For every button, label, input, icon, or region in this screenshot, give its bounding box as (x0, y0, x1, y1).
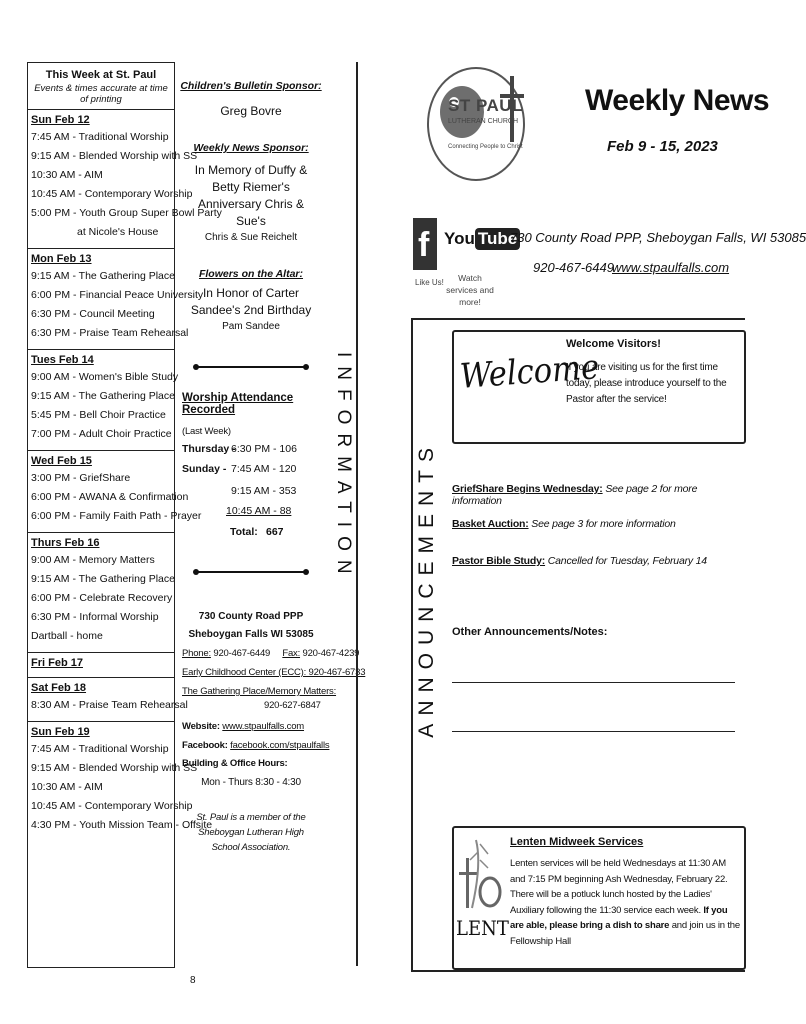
notes-line[interactable] (452, 682, 735, 683)
schedule-event: 7:00 PM - Adult Choir Practice (31, 428, 172, 440)
schedule-event: 9:15 AM - The Gathering Place (31, 270, 175, 282)
gathering-place-phone: 920-627-6847 (264, 700, 321, 711)
gathering-place-label: The Gathering Place/Memory Matters: (182, 686, 337, 697)
schedule-event: 9:15 AM - The Gathering Place (31, 573, 175, 585)
logo-name: ST PAUL (448, 96, 523, 115)
flowers-label: Flowers on the Altar: (198, 268, 304, 280)
church-phone: 920-467-6449 (533, 260, 614, 275)
newsletter-title: Weekly News (585, 84, 770, 117)
schedule-event: 5:00 PM - Youth Group Super Bowl Party (31, 207, 222, 219)
schedule-event: 9:15 AM - The Gathering Place (31, 390, 175, 402)
schedule-event: 6:00 PM - Celebrate Recovery (31, 592, 173, 604)
announcement-text: Cancelled for Tuesday, February 14 (547, 555, 707, 567)
phone-label: Phone: (182, 648, 211, 659)
youtube-you: You (444, 229, 475, 248)
announcement-basket-auction (452, 518, 747, 530)
childrens-sponsor: Greg Bovre (220, 104, 282, 118)
association-note: St. Paul is a member of the Sheboygan Lutheran High School Association. (196, 812, 306, 853)
church-logo (418, 62, 528, 182)
page-number: 8 (190, 975, 196, 986)
fax-label: Fax: (282, 648, 301, 659)
schedule-event: at Nicole's House (77, 226, 159, 238)
schedule-event: Dartball - home (31, 630, 103, 642)
schedule-day (28, 653, 174, 678)
schedule-event: 10:30 AM - AIM (31, 781, 103, 793)
youtube-icon[interactable] (444, 228, 520, 250)
schedule-event: 6:30 PM - Informal Worship (31, 611, 159, 623)
logo-subtitle: LUTHERAN CHURCH (448, 118, 519, 125)
schedule-event: 6:00 PM - AWANA & Confirmation (31, 491, 189, 503)
website-label: Website: (182, 721, 220, 732)
schedule-day-title: Fri Feb 17 (31, 657, 83, 669)
church-address-line2: Sheboygan Falls WI 53085 (188, 629, 314, 640)
schedule-event: 5:45 PM - Bell Choir Practice (31, 409, 166, 421)
lent-body: Lenten services will be held Wednesdays at 11:30 AM and 7:15 PM beginning Ash Wednesday, February 22. There will be a potluck lunch hosted by the Ladies' Auxiliary following the 11:30 service each week. (510, 858, 728, 916)
youtube-tube: Tube (475, 228, 520, 250)
fax-number: 920-467-4239 (302, 648, 360, 659)
church-address-line1: 730 County Road PPP (198, 611, 304, 622)
schedule-event: 10:45 AM - Contemporary Worship (31, 188, 193, 200)
attendance-sunday-3: 10:45 AM - 88 (226, 505, 292, 517)
lent-title: Lenten Midweek Services (510, 836, 644, 848)
welcome-text: If you are visiting us for the first time today, please introduce yourself to the Pastor after the service! (566, 362, 727, 405)
information-bar (328, 62, 358, 966)
announcement-title: Pastor Bible Study: (452, 555, 546, 567)
schedule-event: 10:45 AM - Contemporary Worship (31, 800, 193, 812)
flowers-by: Pam Sandee (222, 321, 280, 332)
lent-bold: If you are able, please bring a dish to share (510, 904, 728, 931)
schedule-header (28, 63, 174, 110)
divider (196, 366, 306, 368)
announcement-title: GriefShare Begins Wednesday: (452, 483, 603, 495)
schedule-event: 4:30 PM - Youth Mission Team - Offsite (31, 819, 213, 831)
attendance-sunday-1: 7:45 AM - 120 (231, 463, 297, 475)
schedule-day (28, 678, 188, 722)
schedule-event: 6:00 PM - Family Faith Path - Prayer (31, 510, 202, 522)
divider (196, 571, 306, 573)
attendance-note: (Last Week) (182, 426, 231, 437)
attendance-total: 667 (266, 526, 284, 538)
announcement-text: See page 2 for more information (452, 483, 698, 507)
website-line (178, 721, 324, 732)
youtube-caption: Watch services and more! (446, 273, 494, 307)
facebook-caption: Like Us! (415, 278, 444, 287)
lent-word: LENT (456, 916, 509, 940)
church-website[interactable]: www.stpaulfalls.com (612, 260, 730, 275)
schedule-day-title: Sat Feb 18 (31, 682, 87, 694)
attendance-sunday-label: Sunday - (182, 463, 227, 475)
lent-end: and join us in the Fellowship Hall (510, 920, 740, 947)
logo-tagline: Connecting People to Christ (448, 144, 523, 150)
announcement-text: See page 3 for more information (531, 518, 676, 530)
attendance-thursday: 6:30 PM - 106 (231, 443, 297, 455)
schedule-event: 7:45 AM - Traditional Worship (31, 131, 169, 143)
schedule-subtitle: Events & times accurate at time of printing (34, 83, 168, 105)
welcome-script: Welcome (458, 347, 601, 397)
announcement-bible-study (452, 555, 747, 567)
phone-fax-line (178, 648, 360, 659)
attendance-label: Worship Attendance Recorded (182, 392, 294, 416)
announcement-title: Basket Auction: (452, 518, 529, 530)
website-link[interactable]: www.stpaulfalls.com (222, 721, 305, 732)
facebook-icon[interactable]: f (413, 218, 437, 270)
schedule-day (28, 451, 202, 533)
schedule-day (28, 249, 204, 350)
childrens-sponsor-label: Children's Bulletin Sponsor: (180, 80, 322, 92)
information-label: INFORMATION (333, 352, 354, 583)
schedule-day-title: Thurs Feb 16 (31, 537, 100, 549)
church-address: 730 County Road PPP, Sheboygan Falls, WI 53085 (510, 230, 806, 245)
facebook-link[interactable]: facebook.com/stpaulfalls (230, 740, 330, 751)
schedule-day-title: Tues Feb 14 (31, 354, 94, 366)
facebook-label: Facebook: (182, 740, 228, 751)
welcome-title: Welcome Visitors! (566, 338, 661, 350)
flowers-text: In Honor of Carter Sandee's 2nd Birthday (190, 286, 312, 317)
phone-number: 920-467-6449 (213, 648, 271, 659)
schedule-day (28, 110, 222, 249)
schedule-event: 9:00 AM - Memory Matters (31, 554, 155, 566)
notes-line[interactable] (452, 731, 735, 732)
lent-cross-graphic (458, 834, 504, 914)
schedule-day-title: Wed Feb 15 (31, 455, 92, 467)
schedule-event: 10:30 AM - AIM (31, 169, 103, 181)
announcements-label: ANNOUNCEMENTS (415, 440, 438, 738)
attendance-total-label: Total: (230, 526, 258, 538)
schedule-event: 9:00 AM - Women's Bible Study (31, 371, 179, 383)
lent-text (510, 856, 740, 949)
facebook-line (178, 740, 330, 751)
welcome-box (452, 330, 746, 444)
schedule-day-title: Mon Feb 13 (31, 253, 92, 265)
hours-label: Building & Office Hours: (182, 758, 288, 769)
news-sponsor-by: Chris & Sue Reichelt (204, 232, 298, 243)
announcements-bar (411, 318, 443, 972)
ecc-phone: Early Childhood Center (ECC): 920-467-6733 (182, 667, 366, 678)
lent-box (452, 826, 746, 970)
schedule-event: 6:00 PM - Financial Peace University (31, 289, 204, 301)
news-sponsor-label: Weekly News Sponsor: (193, 142, 309, 154)
attendance-thursday-label: Thursday - (182, 443, 236, 455)
attendance-sunday-2: 9:15 AM - 353 (231, 485, 297, 497)
schedule-event: 8:30 AM - Praise Team Rehearsal (31, 699, 188, 711)
newsletter-dates: Feb 9 - 15, 2023 (607, 138, 718, 155)
schedule-day-title: Sun Feb 12 (31, 114, 90, 126)
announcement-griefshare (452, 483, 747, 507)
news-sponsor: In Memory of Duffy & Betty Riemer's Anniversary Chris & Sue's (194, 163, 308, 228)
schedule-title: This Week at St. Paul (45, 69, 157, 81)
notes-label: Other Announcements/Notes: (452, 626, 608, 638)
schedule-day-title: Sun Feb 19 (31, 726, 90, 738)
schedule-event: 3:00 PM - GriefShare (31, 472, 131, 484)
schedule-day (28, 350, 179, 451)
schedule-event: 6:30 PM - Council Meeting (31, 308, 155, 320)
schedule-event: 9:15 AM - Blended Worship with SS (31, 150, 198, 162)
schedule-event: 6:30 PM - Praise Team Rehearsal (31, 327, 189, 339)
schedule-event: 9:15 AM - Blended Worship with SS (31, 762, 198, 774)
office-hours: Mon - Thurs 8:30 - 4:30 (201, 777, 301, 788)
schedule-day (28, 533, 174, 653)
attendance-table (178, 441, 324, 541)
schedule-event: 7:45 AM - Traditional Worship (31, 743, 169, 755)
